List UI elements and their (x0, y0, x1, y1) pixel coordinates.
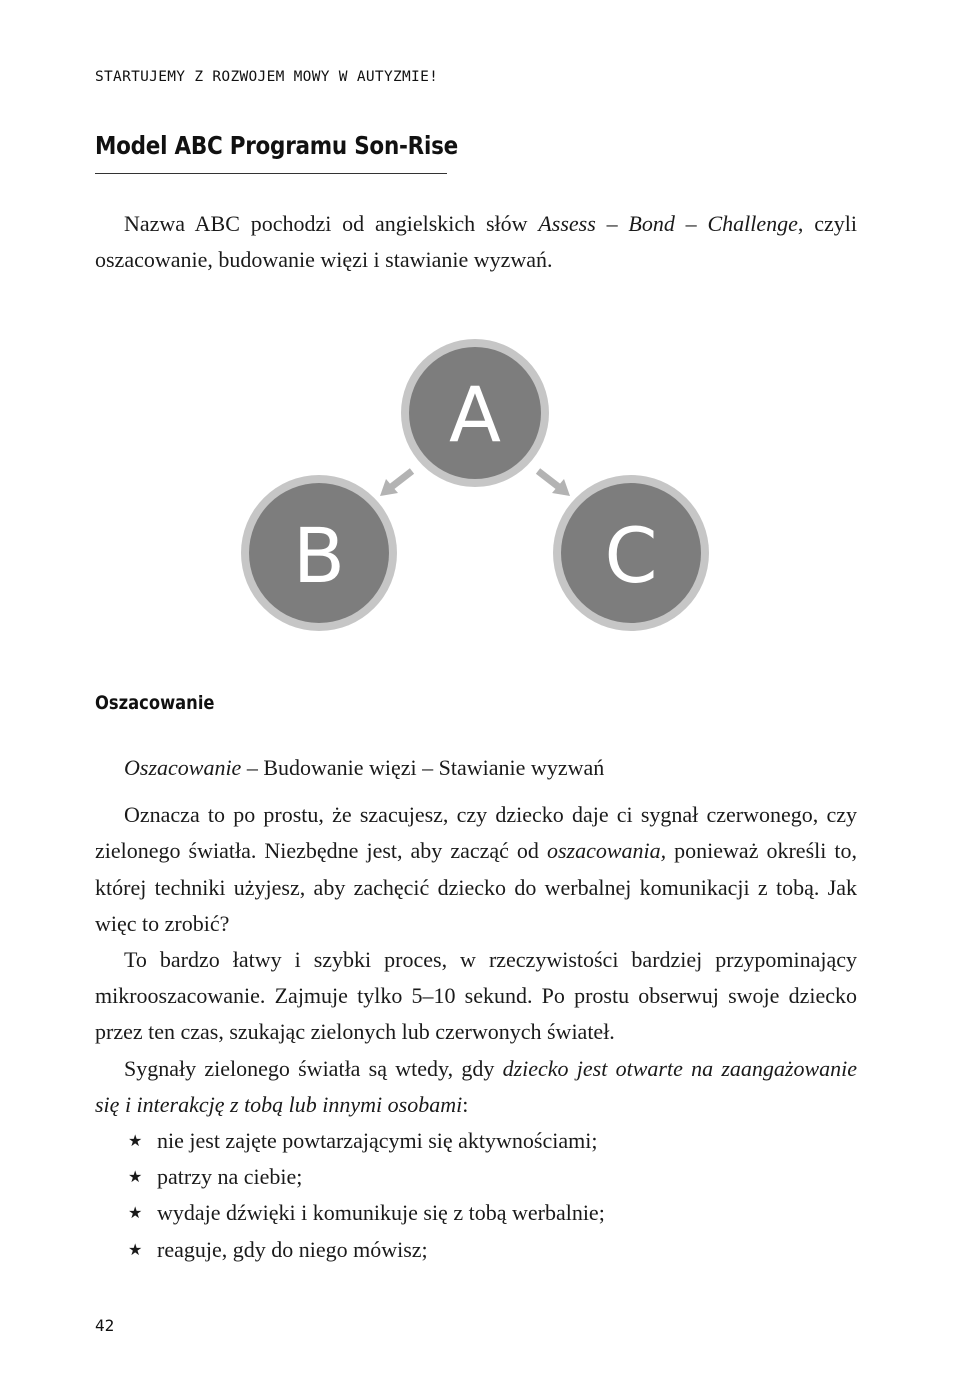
paragraph-3-emphasis: dziecko jest otwarte na zaangażowanie się i interakcję z tobą lub innymi osobami (95, 1055, 857, 1117)
green-light-list (95, 1123, 857, 1268)
intro-text-b: , czyli oszacowanie, budowanie więzi i stawianie wyzwań. (95, 211, 857, 273)
intro-paragraph (95, 206, 857, 278)
star-bullet-icon: ★ (128, 1239, 143, 1259)
paragraph-1-a: Oznacza to po prostu, że szacujesz, czy dziecko daje ci sygnał czerwonego, czy zielonego światła. Niezbędne jest, aby zacząć od (95, 802, 857, 864)
paragraph-3-a: Sygnały zielonego światła są wtedy, gdy (124, 1055, 503, 1081)
title-underline (95, 173, 447, 174)
node-a-label: A (449, 370, 501, 459)
list-item (95, 1159, 857, 1195)
list-item-text: reaguje, gdy do niego mówisz; (157, 1236, 428, 1262)
node-c-label: C (604, 511, 658, 600)
arrow-a-to-c (538, 471, 570, 496)
list-item (95, 1232, 857, 1268)
paragraph-3 (95, 1051, 857, 1123)
steps-emphasis: Oszacowanie (124, 755, 242, 780)
intro-text-a: Nazwa ABC pochodzi od angielskich słów (124, 211, 539, 236)
list-item-text: nie jest zajęte powtarzającymi się aktywnościami; (157, 1128, 598, 1154)
paragraph-1 (95, 797, 857, 942)
star-bullet-icon: ★ (128, 1167, 143, 1187)
intro-text (95, 206, 857, 278)
paragraph-1-emphasis: oszacowania, (546, 838, 667, 864)
node-b (241, 475, 397, 631)
steps-line (95, 750, 857, 786)
list-item (95, 1123, 857, 1159)
paragraph-1-b: ponieważ określi to, której techniki użyjesz, aby zachęcić dziecko do werbalnej komunikacji z tobą. Jak więc to zrobić? (95, 838, 857, 936)
node-c (553, 475, 709, 631)
section-title: Model ABC Programu Son-Rise (95, 131, 458, 160)
star-bullet-icon: ★ (128, 1203, 143, 1223)
paragraph-2: To bardzo łatwy i szybki proces, w rzeczywistości bardziej przypominający mikrooszacowanie. Zajmuje tylko 5–10 sekund. Po prostu obserwuj swoje dziecko przez ten czas, szukając zielonych lub czerwonych świateł. (95, 947, 857, 1045)
section-body (95, 750, 857, 1268)
node-a (401, 339, 549, 487)
steps-rest: – Budowanie więzi – Stawianie wyzwań (241, 755, 605, 780)
list-item-text: patrzy na ciebie; (157, 1164, 303, 1190)
page-number: 42 (95, 1316, 115, 1335)
list-item-text: wydaje dźwięki i komunikuje się z tobą werbalnie; (157, 1200, 605, 1226)
paragraph-3-b: : (462, 1091, 469, 1117)
star-bullet-icon: ★ (128, 1131, 143, 1151)
running-head: STARTUJEMY Z ROZWOJEM MOWY W AUTYZMIE! (95, 69, 439, 85)
node-b-label: B (292, 511, 346, 600)
intro-emphasis: Assess – Bond – Challenge (538, 211, 798, 236)
arrow-a-to-b (380, 471, 412, 496)
list-item (95, 1195, 857, 1231)
subheading-oszacowanie: Oszacowanie (95, 692, 215, 714)
abc-diagram (235, 330, 715, 640)
